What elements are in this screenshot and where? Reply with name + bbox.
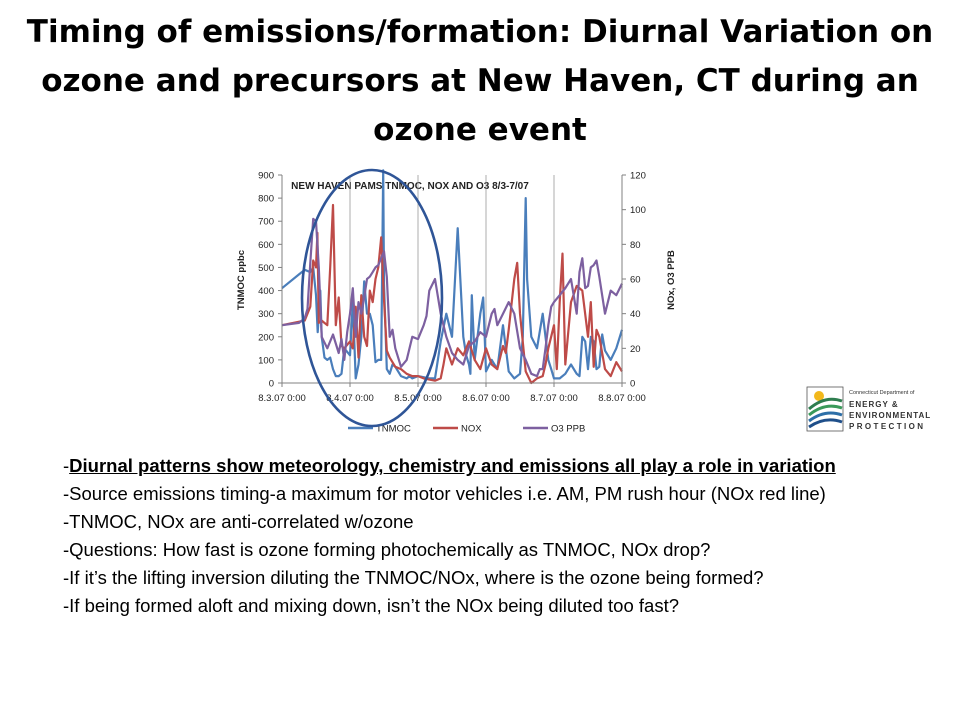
y-tick-label: 300: [258, 309, 274, 321]
x-tick-label: 8.5.07 0:00: [394, 393, 442, 404]
x-tick-label: 8.7.07 0:00: [530, 393, 578, 404]
bullet-item: -Questions: How fast is ozone forming photochemically as TNMOC, NOx drop?: [63, 539, 711, 560]
bullet-item: -Diurnal patterns show meteorology, chemistry and emissions all play a role in variation: [63, 455, 836, 476]
y2-tick-label: 60: [630, 274, 641, 286]
legend-label: TNMOC: [376, 423, 411, 435]
y-tick-label: 800: [258, 193, 274, 205]
chart-title: NEW HAVEN PAMS TNMOC, NOX AND O3 8/3-7/07: [291, 181, 529, 192]
bullet-item: -If being formed aloft and mixing down, isn’t the NOx being diluted too fast?: [63, 595, 679, 616]
slide-title: Timing of emissions/formation: Diurnal Variation on ozone and precursors at New Haven, CT during an ozone event: [26, 14, 934, 148]
logo-line-4: PROTECTION: [849, 422, 926, 431]
series-line-tnmoc: [282, 170, 622, 378]
y-tick-label: 100: [258, 355, 274, 367]
line-chart: [230, 165, 680, 435]
x-tick-label: 8.3.07 0:00: [258, 393, 306, 404]
y2-tick-label: 40: [630, 309, 641, 321]
sun-wave-icon: [807, 387, 843, 431]
y-tick-label: 0: [268, 378, 274, 390]
logo-line-2: ENERGY &: [849, 400, 899, 409]
x-tick-label: 8.8.07 0:00: [598, 393, 646, 404]
logo-line-1: Connecticut Department of: [849, 390, 915, 396]
series-line-nox: [282, 205, 622, 383]
y-tick-label: 700: [258, 216, 274, 228]
y2-tick-label: 100: [630, 205, 646, 217]
bullet-list: [63, 452, 925, 620]
x-tick-label: 8.4.07 0:00: [326, 393, 374, 404]
bullet-item: -If it’s the lifting inversion diluting the TNMOC/NOx, where is the ozone being formed?: [63, 567, 764, 588]
y-tick-label: 400: [258, 286, 274, 298]
legend-label: NOX: [461, 423, 482, 435]
chart-plot-area: [282, 170, 622, 383]
y-tick-label: 600: [258, 239, 274, 251]
y-tick-label: 900: [258, 170, 274, 182]
ct-deep-logo: [805, 383, 945, 435]
y2-tick-label: 0: [630, 378, 636, 390]
x-tick-label: 8.6.07 0:00: [462, 393, 510, 404]
logo-line-3: ENVIRONMENTAL: [849, 411, 932, 420]
bullet-item: -Source emissions timing-a maximum for motor vehicles i.e. AM, PM rush hour (NOx red line): [63, 483, 826, 504]
y2-tick-label: 120: [630, 170, 646, 182]
y2-axis-label: NOx, O3 PPB: [666, 250, 677, 310]
y-axis-label: TNMOC ppbc: [236, 249, 247, 311]
y-tick-label: 500: [258, 262, 274, 274]
y-tick-label: 200: [258, 332, 274, 344]
y2-tick-label: 20: [630, 343, 641, 355]
legend-label: O3 PPB: [551, 423, 586, 435]
bullet-item: -TNMOC, NOx are anti-correlated w/ozone: [63, 511, 414, 532]
y2-tick-label: 80: [630, 239, 641, 251]
